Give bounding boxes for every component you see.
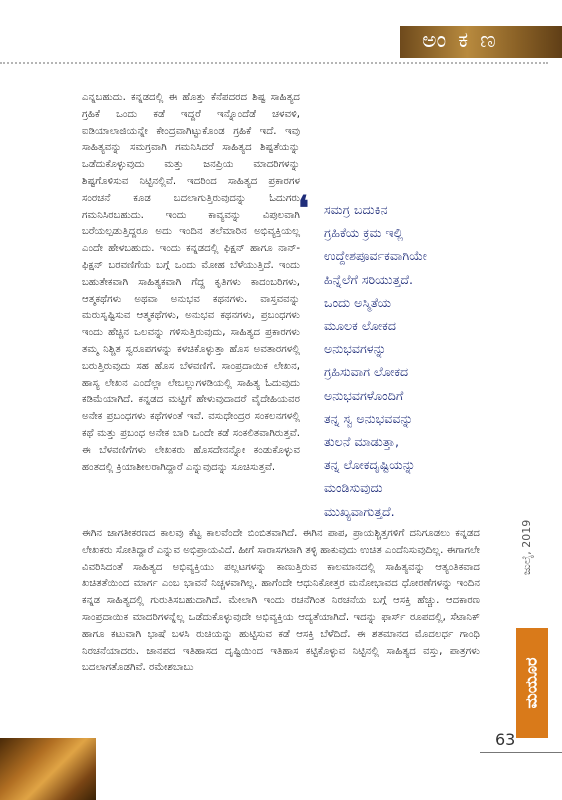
section-banner — [394, 26, 562, 58]
pull-quote-line: ಅನುಭವಗಳನ್ನು — [324, 341, 387, 357]
pull-quote-line: ಮೂಲಕ ಲೋಕದ — [324, 318, 396, 334]
quote-mark-icon: ❛ — [298, 189, 309, 229]
pull-quote-line: ಗ್ರಹಿಕೆಯ ಕ್ರಮ ಇಲ್ಲಿ — [324, 225, 404, 241]
magazine-logo — [516, 628, 548, 738]
pull-quote-lines — [324, 198, 427, 523]
pull-quote-line: ಸಮಗ್ರ ಬದುಕಿನ — [324, 202, 388, 217]
pull-quote-line: ಉದ್ದೇಶಪೂರ್ವಕವಾಗಿಯೇ — [324, 248, 427, 264]
pull-quote-line: ತನ್ನ ಲೋಕದೃಷ್ಟಿಯನ್ನು — [324, 457, 416, 473]
article-paragraph-1: ಎನ್ನಬಹುದು. ಕನ್ನಡದಲ್ಲಿ ಈ ಹೊತ್ತು ಕೆನೆಪದರದ ಶಿಷ್ಟ ಸಾಹಿತ್ಯದ ಗ್ರಹಿಕೆ ಒಂದು ಕಡೆ ಇದ್ದರೆ ಇನ್ನೊಂದೆಡೆ ಚಳವಳಿ, ಐಡಿಯಾಲಾಜಿಯನ್ನೇ ಕೇಂದ್ರವಾಗಿಟ್ಟುಕೊಂಡ ಗ್ರಹಿಕೆ ಇದೆ. ಇವು ಸಾಹಿತ್ಯವನ್ನು ಸಮಗ್ರವಾಗಿ ಗಮನಿಸಿದರೆ ಸಾಹಿತ್ಯದ ಶಿಷ್ಟತೆಯನ್ನು ಒಡೆದುಕೊಳ್ಳುವುದು ಮತ್ತು ಜನಪ್ರಿಯ ಮಾದರಿಗಳನ್ನು ಶಿಷ್ಟಗೊಳಿಸುವ ನಿಟ್ಟಿನಲ್ಲಿವೆ. ಇದರಿಂದ ಸಾಹಿತ್ಯದ ಪ್ರಕಾರಗಳ ಸಂರಚನೆ ಕೂಡ ಬದಲಾಗುತ್ತಿರುವುದನ್ನು ಓದುಗರು ಗಮನಿಸಿರಬಹುದು. ಇಂದು ಕಾವ್ಯವನ್ನು ವಿಪುಲವಾಗಿ ಬರೆಯಲ್ಪಡುತ್ತಿದ್ದರೂ ಅದು ಇಂದಿನ ತಲೆಮಾರಿನ ಅಭಿವ್ಯಕ್ತಿಯಲ್ಲ ಎಂದೇ ಹೇಳಬಹುದು. ಇಂದು ಕನ್ನಡದಲ್ಲಿ ಫಿಕ್ಷನ್ ಹಾಗೂ ನಾನ್-ಫಿಕ್ಷನ್ ಬರವಣಿಗೆಯ ಬಗ್ಗೆ ಒಂದು ಮೋಹ ಬೆಳೆಯುತ್ತಿದೆ. ಇಂದು ಬಹುತೇಕವಾಗಿ ಸಾಹಿತ್ಯಕವಾಗಿ ಗೆದ್ದ ಕೃತಿಗಳು ಕಾದಂಬರಿಗಳು, ಆತ್ಮಕಥೆಗಳು ಅಥವಾ ಅನುಭವ ಕಥನಗಳು. ವಾಸ್ತವವನ್ನು ಮರುಸೃಷ್ಟಿಸುವ ಆತ್ಮಕಥೆಗಳು, ಅನುಭವ ಕಥನಗಳು, ಪ್ರಬಂಧಗಳು ಇಂದು ಹೆಚ್ಚಿನ ಒಲವನ್ನು ಗಳಿಸುತ್ತಿರುವುದು, ಸಾಹಿತ್ಯದ ಪ್ರಕಾರಗಳು ತಮ್ಮ ನಿಶ್ಚಿತ ಸ್ವರೂಪಗಳನ್ನು ಕಳಚಿಕೊಳ್ಳುತ್ತಾ ಹೊಸ ಅವತಾರಗಳಲ್ಲಿ ಬರುತ್ತಿರುವುದು ಸಹ ಹೊಸ ಬೆಳವಣಿಗೆ. ಸಾಂಪ್ರದಾಯಿಕ ಲೇಖನ, ಹಾಸ್ಯ ಲೇಖನ ಎಂದೆಲ್ಲಾ ಲೇಬಲ್ಲುಗಳಡಿಯಲ್ಲಿ ಸಾಹಿತ್ಯ ಓದುವುದು ಕಡಿಮೆಯಾಗಿದೆ. ಕನ್ನಡದ ಮಟ್ಟಿಗೆ ಹೇಳುವುದಾದರೆ ವೈದೇಹಿಯವರ ಅನೇಕ ಪ್ರಬಂಧಗಳು ಕಥೆಗಳಂತೆ ಇವೆ. ವಸುಧೇಂದ್ರರ ಸಂಕಲನಗಳಲ್ಲಿ ಕಥೆ ಮತ್ತು ಪ್ರಬಂಧ ಅನೇಕ ಬಾರಿ ಒಂದೇ ಕಡೆ ಸಂಕಲಿತವಾಗಿರುತ್ತವೆ. ಈ ಬೆಳವಣಿಗೆಗಳು ಲೇಖಕರು ಹೊಸದೇನನ್ನೋ ಕಂಡುಕೊಳ್ಳುವ ಹಂತದಲ್ಲಿ ಕ್ರಿಯಾಶೀಲರಾಗಿದ್ದಾರೆ ಎನ್ನುವುದನ್ನು ಸೂಚಿಸುತ್ತವೆ. — [82, 90, 480, 526]
pull-quote-line: ಅನುಭವಗಳೊಂದಿಗೆ — [324, 387, 404, 403]
decorative-corner-image — [0, 738, 96, 800]
footer-divider — [480, 752, 562, 753]
pull-quote-line: ಮಂಡಿಸುವುದು — [324, 480, 383, 496]
pull-quote-line: ಒಂದು ಅಸ್ಮಿತೆಯ — [324, 294, 392, 310]
pull-quote-line: ತುಲನೆ ಮಾಡುತ್ತಾ, — [324, 434, 399, 450]
pull-quote-line: ತನ್ನ ಸ್ವ ಅನುಭವವನ್ನು — [324, 410, 414, 426]
dotted-divider — [0, 62, 548, 64]
issue-date: ಜುಲೈ, 2019 — [520, 519, 533, 575]
article-paragraph-2: ಈಗಿನ ಜಾಗತೀಕರಣದ ಕಾಲವು ಕೆಟ್ಟ ಕಾಲವೆಂದೇ ಬಿಂಬಿತವಾಗಿದೆ. ಈಗಿನ ಪಾಪ, ಪ್ರಾಯಶ್ಚಿತ್ತಗಳಿಗೆ ದನಿಗೂಡಲು ಕನ್ನಡದ ಲೇಖಕರು ಸೋತಿದ್ದಾರೆ ಎನ್ನುವ ಅಭಿಪ್ರಾಯವಿದೆ. ಹೀಗೆ ಸಾರಾಸಗಟಾಗಿ ತಳ್ಳಿ ಹಾಕುವುದು ಉಚಿತ ಎಂದೆನಿಸುವುದಿಲ್ಲ. ಈಗಾಗಲೇ ವಿವರಿಸಿದಂತೆ ಸಾಹಿತ್ಯದ ಅಭಿವ್ಯಕ್ತಿಯು ಪಲ್ಲಟಗಳನ್ನು ಕಾಣುತ್ತಿರುವ ಕಾಲಮಾನದಲ್ಲಿ ಸಾಹಿತ್ಯವನ್ನು ಆತ್ಯಂತಿಕವಾದ ಖಚಿತತೆಯಿಂದ ಮಾರ್ಗ ಎಂಬ ಭಾವನೆ ನಿಚ್ಚಳವಾಗಿಲ್ಲ. ಹಾಗೆಂದೇ ಆಧುನಿಕೋತ್ತರ ಮನೋಭಾವದ ಧೋರಣೆಗಳನ್ನು ಇಂದಿನ ಕನ್ನಡ ಸಾಹಿತ್ಯದಲ್ಲಿ ಗುರುತಿಸಬಹುದಾಗಿದೆ. ಮೇಲಾಗಿ ಇಂದು ರಚನೆಗಿಂತ ನಿರಚನೆಯ ಬಗ್ಗೆ ಆಸಕ್ತಿ ಹೆಚ್ಚು. ಆದಕಾರಣ ಸಾಂಪ್ರದಾಯಿಕ ಮಾದರಿಗಳನ್ನೆಲ್ಲ ಒಡೆದುಕೊಳ್ಳುವುದೇ ಅಭಿವ್ಯಕ್ತಿಯ ಆದ್ಯತೆಯಾಗಿದೆ. ಇದನ್ನು ಫಾರ್ಸ್ ರೂಪದಲ್ಲಿ, ಸೆಟಾನಿಕ್ ಹಾಗೂ ಕಟುವಾಗಿ ಭಾಷೆ ಬಳಸಿ ರುಚಿಯನ್ನು ಹುಟ್ಟಿಸುವ ಕಡೆ ಆಸಕ್ತಿ ಬೆಳೆದಿದೆ. ಈ ಶತಮಾನದ ಮೊದಲರ್ಧ ಗಾಂಧಿ ನಿರಚನೆಯಾದರು. ಜಾನಪದ ಇತಿಹಾಸದ ದೃಷ್ಟಿಯಿಂದ ಇತಿಹಾಸ ಕಟ್ಟಿಕೊಳ್ಳುವ ನಿಟ್ಟಿನಲ್ಲಿ ಸಾಹಿತ್ಯದ ವಸ್ತು, ಪಾತ್ರಗಳು ಬದಲಾಗತೊಡಗಿವೆ. ರಮೇಶಬಾಬು — [82, 528, 480, 674]
page-number: 63 — [495, 730, 516, 749]
magazine-name: ಮಯೂರ — [522, 657, 541, 709]
section-title: ಅಂಕಣ — [422, 28, 508, 53]
pull-quote-line: ಹಿನ್ನೆಲೆಗೆ ಸರಿಯುತ್ತದೆ. — [324, 271, 414, 287]
pull-quote-line: ಮುಖ್ಯವಾಗುತ್ತದೆ. — [324, 503, 395, 519]
pull-quote-line: ಗ್ರಹಿಸುವಾಗ ಲೋಕದ — [324, 364, 409, 380]
